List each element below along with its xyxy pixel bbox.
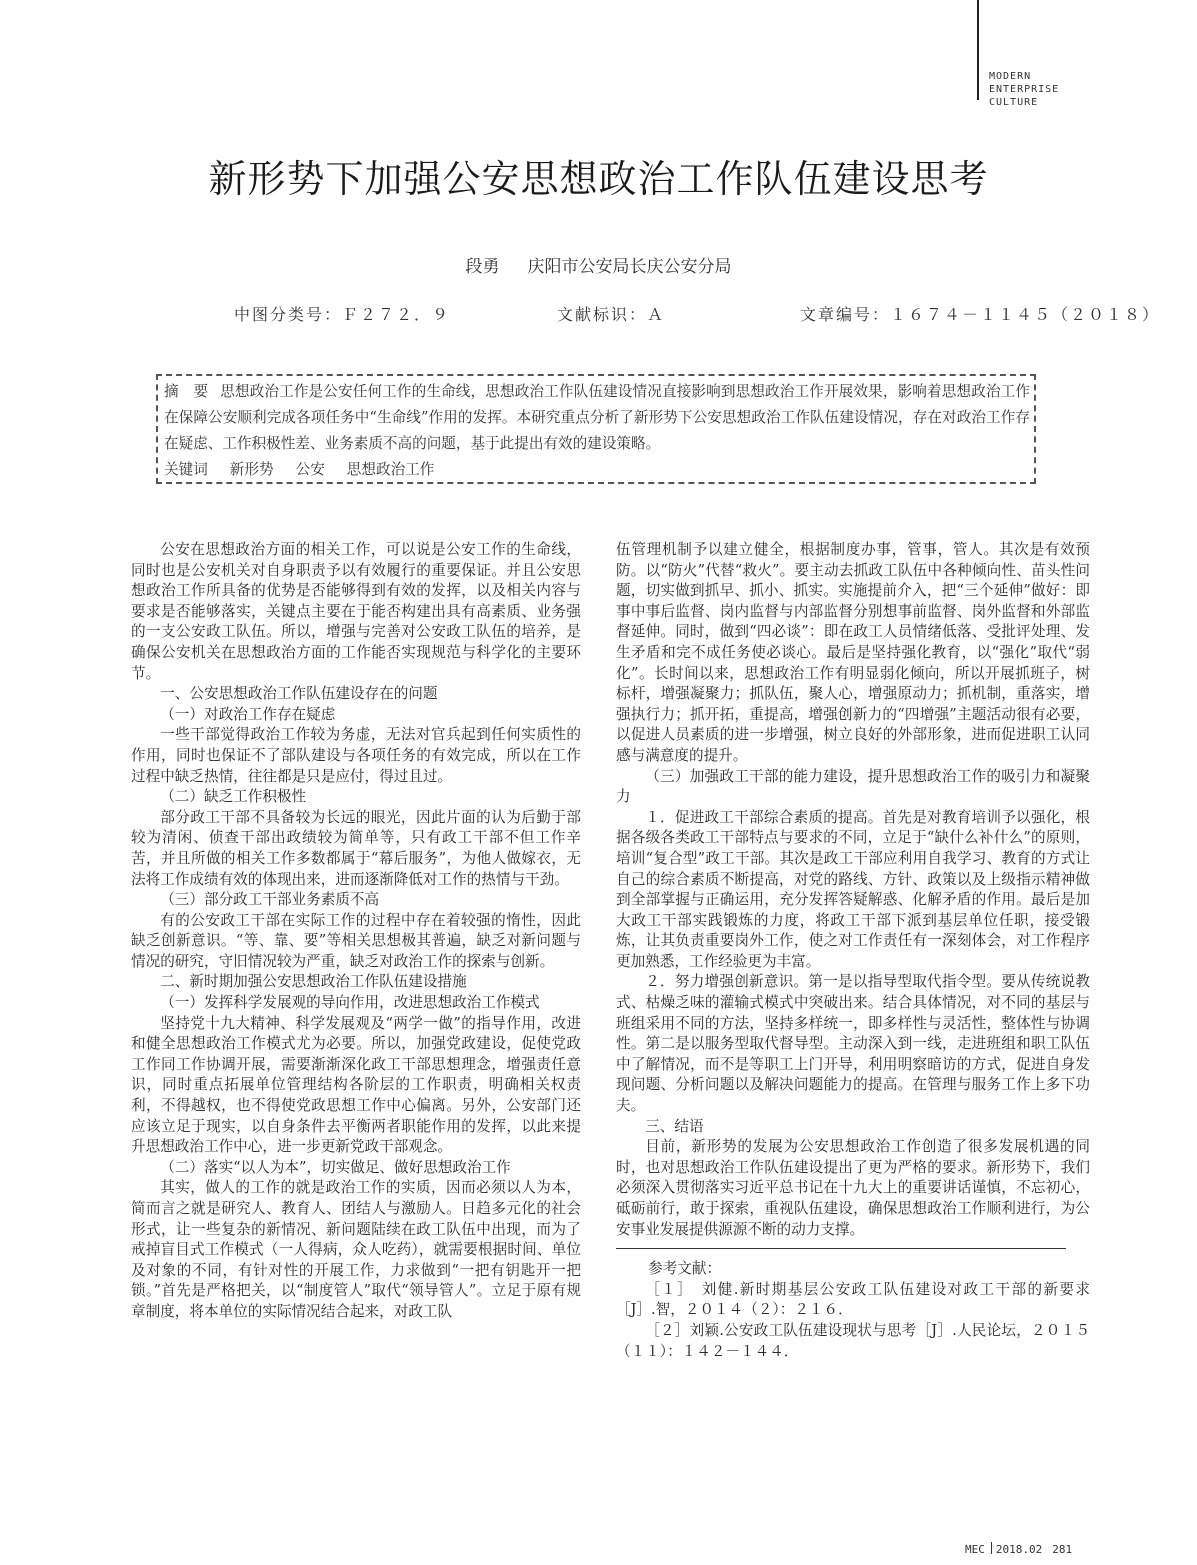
author-name: 段勇 <box>465 257 500 277</box>
body-paragraph-continued: 伍管理机制予以建立健全，根据制度办事，管事，管人。其次是有效预防。以“防火”代替“救火”。要主动去抓政工队伍中各种倾向性、苗头性问题，切实做到抓早、抓小、抓实。实施提前介入，把“三个延伸”做好：即事中事后监督、岗内监督与内部监督分别想事前监督、岗外监督和外部监督延伸。同时，做到“四必谈”：即在政工人员情绪低落、受批评处理、发生矛盾和完不成任务使必谈心。最后是坚持强化教育，以“强化”取代“弱化”。长时间以来，思想政治工作有明显弱化倾向，所以开展抓班子，树标杆，增强凝聚力；抓队伍，聚人心，增强原动力；抓机制，重落实，增强执行力；抓开拓，重提高，增强创新力的“四增强”主题活动很有必要，以促进人员素质的进一步增强，树立良好的外部形象，进而促进职工认同感与满意度的提升。 <box>616 541 1090 764</box>
header-vertical-rule <box>977 0 979 100</box>
body-paragraph: 一些干部觉得政治工作较为务虚，无法对官兵起到任何实质性的作用，同时也保证不了部队建设与各项任务的有效完成，所以在工作过程中缺乏热情，往往都是只是应付，得过且过。 <box>131 726 581 785</box>
journal-en-line: CULTURE <box>989 97 1039 108</box>
references-title: 参考文献： <box>648 1260 722 1278</box>
abstract-label: 摘 要 <box>164 383 209 400</box>
subsection-heading: （一）对政治工作存在疑虑 <box>160 705 336 723</box>
clc-number: 中图分类号：Ｆ２７２．９ <box>234 305 451 324</box>
body-paragraph: １．促进政工干部综合素质的提高。首先是对教育培训予以强化，根据各级各类政工干部特点与要求的不同，立足于“缺什么补什么”的原则，培训“复合型”政工干部。其次是政工干部应利用自我学习、教育的方式让自己的综合素质不断提高，对党的路线、方针、政策以及上级指示精神做到全部掌握与正确运用，充分发挥答疑解惑、化解矛盾的作用。最后是加大政工干部实践锻炼的力度，将政工干部下派到基层单位任职，接受锻炼，让其负责重要岗外工作，使之对工作责任有一深刻体会，对工作程序更加熟悉，工作经验更为丰富。 <box>616 808 1090 970</box>
keyword: 公安 <box>295 461 325 478</box>
abstract-paragraph <box>164 379 1030 457</box>
references-divider <box>616 1248 1066 1249</box>
body-paragraph: 公安在思想政治方面的相关工作，可以说是公安工作的生命线，同时也是公安机关对自身职责予以有效履行的重要保证。并且公安思想政治工作所具备的优势是否能够得到有效的发挥，以及相关内容与要求是否能够落实，关键点主要在于能否构建出具有高素质、业务强的一支公安政工队伍。所以，增强与完善对公安政工队伍的培养，是确保公安机关在思想政治方面的工作能否实现规范与科学化的主要环节。 <box>131 541 581 682</box>
keyword: 新形势 <box>229 461 274 478</box>
subsection-heading: （三）部分政工干部业务素质不高 <box>160 891 380 909</box>
keywords-label: 关键词 <box>164 461 208 478</box>
document-code: 文献标识：Ａ <box>557 305 666 324</box>
section-heading: 一、公安思想政治工作队伍建设存在的问题 <box>160 685 438 703</box>
subsection-heading: （二）缺乏工作积极性 <box>160 788 307 806</box>
body-paragraph: 其实，做人的工作的就是政治工作的实质，因而必须以人为本，简而言之就是研究人、教育人、团结人与激励人。日趋多元化的社会形式，让一些复杂的新情况、新问题陆续在政工队伍中出现，而为了戒掉盲目式工作模式（一人得病，众人吃药），就需要根据时间、单位及对象的不同，有针对性的开展工作，力求做到“一把有钥匙开一把锁。”首先是严格把关，以“制度管人”取代“领导管人”。立足于原有规章制度，将本单位的实际情况结合起来，对政工队 <box>131 1179 581 1320</box>
subsection-heading: （一）发挥科学发展观的导向作用，改进思想政治工作模式 <box>160 994 540 1012</box>
reference-item: ［２］刘颖.公安政工队伍建设现状与思考［J］.人民论坛，２０１５（１１）：１４２－１４４． <box>616 1321 1090 1360</box>
footer-separator <box>991 1542 992 1554</box>
author-affiliation: 庆阳市公安局长庆公安分局 <box>527 257 732 277</box>
keyword: 思想政治工作 <box>346 461 435 478</box>
section-heading: 三、结语 <box>645 1117 704 1135</box>
reference-item: ［１］ 刘健.新时期基层公安政工队伍建设对政工干部的新要求［J］.智，２０１４（２）：２１６． <box>616 1280 1090 1319</box>
journal-en-line: ENTERPRISE <box>989 84 1060 95</box>
section-heading: 二、新时期加强公安思想政治工作队伍建设措施 <box>160 973 467 991</box>
subsection-heading: （二）落实“以人为本”，切实做足、做好思想政治工作 <box>160 1158 511 1176</box>
page-footer <box>965 1542 1072 1556</box>
article-number: 文章编号：１６７４－１１４５（２０１８） <box>800 305 1161 324</box>
author-line <box>0 252 1197 277</box>
journal-english-name <box>989 70 1059 109</box>
keywords-line <box>164 457 1030 483</box>
body-paragraph: 坚持党十九大精神、科学发展观及“两学一做”的指导作用，改进和健全思想政治工作模式尤为必要。所以，加强党政建设，促使党政工作同工作协调开展，需要渐渐深化政工干部思想理念，增强责任意识，同时重点拓展单位管理结构各阶层的工作职责，明确相关权责利，不得越权，也不得使党政思想工作中心偏离。另外，公安部门还应该立足于现实，以自身条件去平衡两者职能作用的发挥，以此来提升思想政治工作中心，进一步更新党政干部观念。 <box>131 1014 581 1156</box>
body-paragraph: 目前，新形势的发展为公安思想政治工作创造了很多发展机遇的同时，也对思想政治工作队伍建设提出了更为严格的要求。新形势下，我们必须深入贯彻落实习近平总书记在十九大上的重要讲话谨慎，不忘初心，砥砺前行，敢于探索，重视队伍建设，确保思想政治工作顺利进行，为公安事业发展提供源源不断的动力支撑。 <box>616 1138 1090 1238</box>
body-paragraph: 有的公安政工干部在实际工作的过程中存在着较强的惰性，因此缺乏创新意识。“等、靠、要”等相关思想极其普遍，缺乏对新问题与情况的研究，守旧情况较为严重，缺乏对政治工作的探索与创新。 <box>131 911 581 970</box>
journal-abbreviation: MEC <box>965 1543 985 1556</box>
page-number: 281 <box>1052 1543 1073 1556</box>
abstract-box <box>156 374 1036 484</box>
body-paragraph: ２．努力增强创新意识。第一是以指导型取代指令型。要从传统说教式、枯燥乏味的灌输式模式中突破出来。结合具体情况，对不同的基层与班组采用不同的方法，坚持多样统一，即多样性与灵活性，整体性与协调性。第二是以服务型取代督导型。主动深入到一线，走进班组和职工队伍中了解情况，而不是等职工上门开导，利用明察暗访的方式，促进自身发现问题、分析问题以及解决问题能力的提高。在管理与服务工作上多下功夫。 <box>616 973 1090 1115</box>
abstract-text: 思想政治工作是公安任何工作的生命线，思想政治工作队伍建设情况直接影响到思想政治工作开展效果，影响着思想政治工作在保障公安顺利完成各项任务中“生命线”作用的发挥。本研究重点分析了新形势下公安思想政治工作队伍建设情况，存在对政治工作存在疑虑、工作积极性差、业务素质不高的问题，基于此提出有效的建设策略。 <box>164 383 1030 452</box>
body-paragraph: 部分政工干部不具备较为长远的眼光，因此片面的认为后勤于部较为清闲、侦查干部出政绩较为简单等，只有政工干部不但工作辛苦，并且所做的相关工作多数都属于“幕后服务”，为他人做嫁衣，无法将工作成绩有效的体现出来，进而逐渐降低对工作的热情与干劲。 <box>131 808 581 888</box>
body-column-right <box>616 540 1090 1362</box>
subsection-heading: （三）加强政工干部的能力建设，提升思想政治工作的吸引力和凝聚力 <box>616 767 1090 806</box>
body-column-left <box>131 540 581 1323</box>
issue-number: 2018.02 <box>995 1543 1043 1556</box>
article-title: 新形势下加强公安思想政治工作队伍建设思考 <box>208 157 989 201</box>
journal-en-line: MODERN <box>989 71 1032 82</box>
